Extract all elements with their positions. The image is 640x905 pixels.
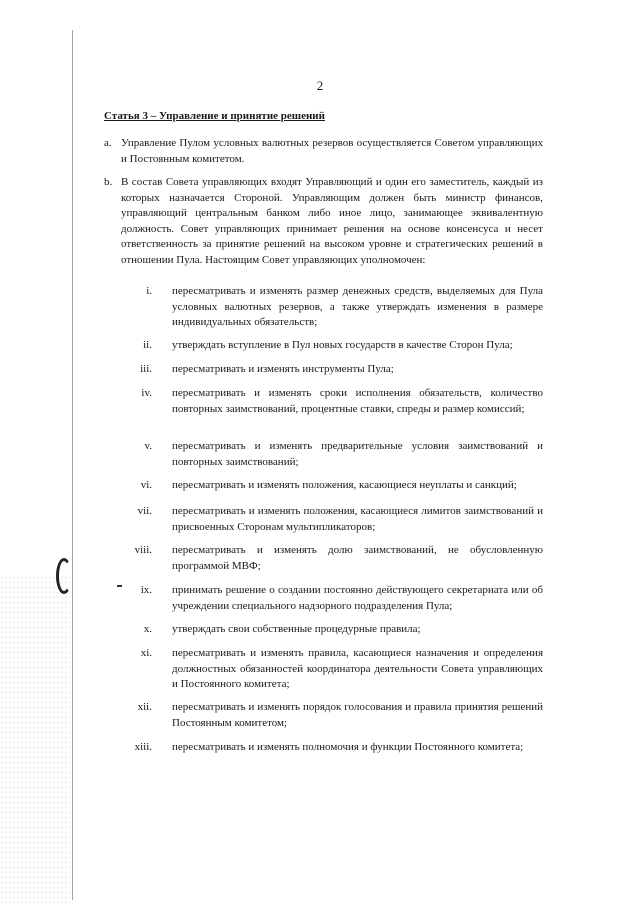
list-item-number: xi. (140, 647, 152, 659)
list-item-number: i. (146, 285, 152, 297)
paragraph-text: В состав Совета управляющих входят Управляющий и один его заместитель, каждый из которых назначается Стороной. Управляющим должен быть министр финансов, управляющий центральным банком либо иное лицо, занимающее эквивалентную должность. Совет управляющих принимает решения на основе консенсуса и несет ответственность за принятие решений на высоком уровне и стратегических решений в отношении Пула. Настоящим Совет управляющих уполномочен: (121, 176, 543, 266)
list-item-text: пересматривать и изменять порядок голосования и правила принятия решений Постоянным комитетом; (172, 701, 543, 729)
list-item-text: пересматривать и изменять положения, касающиеся неуплаты и санкций; (172, 479, 517, 491)
list-item-number: ix. (140, 584, 152, 596)
list-item-number: viii. (134, 544, 152, 556)
list-item-number: x. (143, 623, 152, 635)
binding-line (72, 30, 73, 900)
list-item-number: iv. (141, 387, 152, 399)
list-item-text: пересматривать и изменять положения, касающиеся лимитов заимствований и присвоенных Сторонам мультипликаторов; (172, 505, 543, 533)
scan-noise (0, 575, 70, 905)
list-item-text: пересматривать и изменять предварительные условия заимствований и повторных заимствований; (172, 440, 543, 468)
list-item-text: утверждать свои собственные процедурные правила; (172, 623, 421, 635)
list-item-text: пересматривать и изменять правила, касающиеся назначения и определения должностных обязанностей координатора деятельности Совета управляющих и Постоянного комитета; (172, 647, 543, 690)
list-item-text: принимать решение о создании постоянно действующего секретариата или об учреждении специального надзорного подразделения Пула; (172, 584, 543, 612)
list-item-number: xii. (137, 701, 152, 713)
paragraph-marker: a. (104, 137, 112, 149)
list-item-number: vi. (140, 479, 152, 491)
list-item-text: пересматривать и изменять долю заимствований, не обусловленную программой МВФ; (172, 544, 543, 572)
list-item-number: xiii. (134, 741, 152, 753)
list-item-text: пересматривать и изменять размер денежных средств, выделяемых для Пула условных валютных резервов, а также утверждать изменения в размере индивидуальных обязательств; (172, 285, 543, 328)
margin-mark (56, 558, 72, 594)
list-item-number: ii. (143, 339, 152, 351)
list-item-number: vii. (137, 505, 152, 517)
paragraph-text: Управление Пулом условных валютных резервов осуществляется Советом управляющих и Постоянным комитетом. (121, 137, 543, 165)
list-item-text: утверждать вступление в Пул новых государств в качестве Сторон Пула; (172, 339, 513, 351)
list-item-text: пересматривать и изменять сроки исполнения обязательств, количество повторных заимствований, процентные ставки, спреды и размер комиссий; (172, 387, 543, 415)
list-item-number: iii. (140, 363, 152, 375)
page-number: 2 (316, 78, 324, 93)
list-item-text: пересматривать и изменять инструменты Пула; (172, 363, 394, 375)
article-heading: Статья 3 – Управление и принятие решений (104, 110, 325, 122)
list-item-number: v. (144, 440, 152, 452)
list-item-text: пересматривать и изменять полномочия и функции Постоянного комитета; (172, 741, 524, 753)
paragraph-marker: b. (104, 176, 113, 188)
